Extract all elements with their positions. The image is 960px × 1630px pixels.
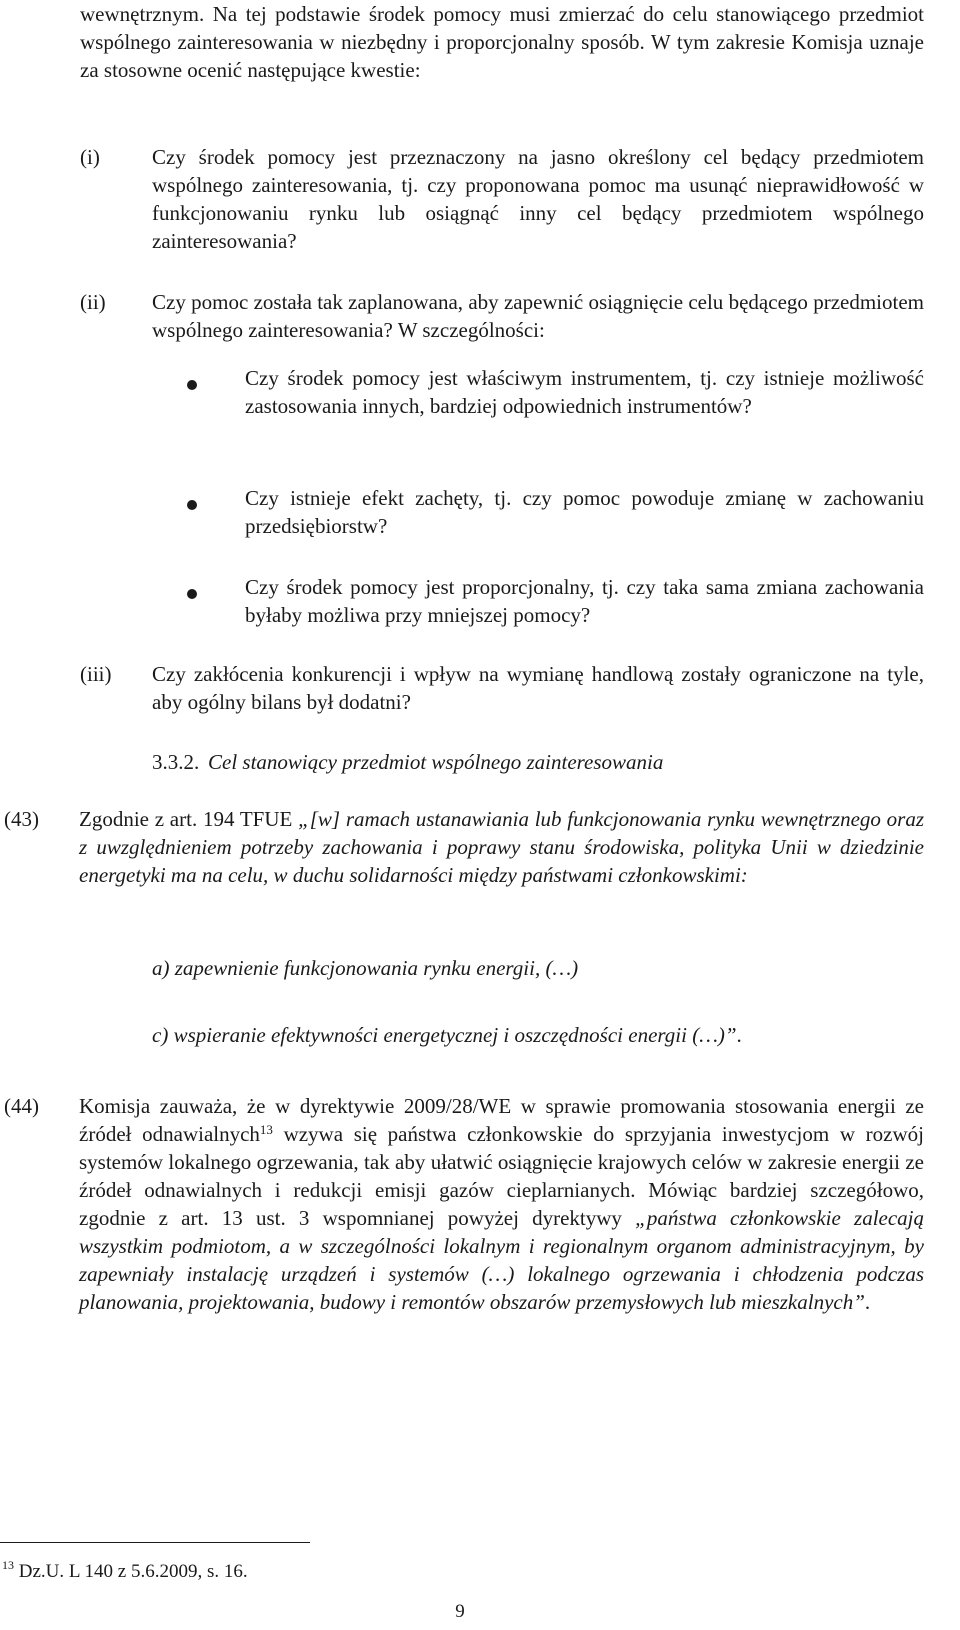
bullet-dot (187, 380, 197, 390)
bullet-dot (187, 500, 197, 510)
bullet-text-1: Czy środek pomocy jest właściwym instrumentem, tj. czy istnieje możliwość zastosowania innych, bardziej odpowiednich instrumentów? (245, 366, 924, 418)
footnote-number: 13 (2, 1558, 14, 1572)
bullet-text-3: Czy środek pomocy jest proporcjonalny, tj. czy taka sama zmiana zachowania byłaby możliwa przy mniejszej pomocy? (245, 575, 924, 627)
paragraph-43 (79, 805, 924, 889)
footnote-text: Dz.U. L 140 z 5.6.2009, s. 16. (18, 1561, 248, 1582)
section-number: 3.3.2. (152, 750, 200, 774)
section-title: Cel stanowiący przedmiot wspólnego zainteresowania (208, 750, 664, 774)
footnote (2, 1558, 248, 1586)
item-text-iii: Czy zakłócenia konkurencji i wpływ na wymianę handlową zostały ograniczone na tyle, aby ogólny bilans był dodatni? (152, 662, 924, 714)
item-label-iii: (iii) (80, 662, 112, 686)
item-text-ii: Czy pomoc została tak zaplanowana, aby zapewnić osiągnięcie celu będącego przedmiotem wspólnego zainteresowania? W szczególności: (152, 290, 924, 342)
paragraph-44 (79, 1092, 924, 1316)
item-label-i: (i) (80, 145, 100, 169)
bullet-text-2: Czy istnieje efekt zachęty, tj. czy pomoc powoduje zmianę w zachowaniu przedsiębiorstw? (245, 486, 924, 538)
footnote-separator (0, 1542, 310, 1543)
footnote-reference[interactable]: 13 (259, 1122, 273, 1137)
item-label-ii: (ii) (80, 290, 106, 314)
paragraph-number-44: (44) (4, 1094, 39, 1118)
paragraph-44-end: . (864, 1290, 871, 1314)
paragraph-44-text2: wzywa się państwa członkowskie do sprzyjania inwestycjom w rozwój systemów lokalnego ogrzewania, tak aby ułatwić osiągnięcie krajowych celów w zakresie energii ze źródeł odnawialnych i redukcji emisji gazów cieplarnianych. Mówiąc bardziej szczegółowo, zgodnie z art. 13 ust. 3 wspomnianej powyżej dyrektywy (79, 1122, 924, 1230)
paragraph-43-lead: Zgodnie z art. 194 TFUE (79, 807, 299, 831)
paragraph-44-quote: „państwa członkowskie zalecają wszystkim podmiotom, a w szczególności lokalnym i regionalnym organom administracyjnym, by zapewniały instalację urządzeń i systemów (…) lokalnego ogrzewania i chłodzenia podczas planowania, projektowania, budowy i remontów obszarów przemysłowych lub mieszkalnych” (79, 1206, 925, 1314)
quote-point-c (152, 1021, 742, 1049)
paragraph-43-quote: „[w] ramach ustanawiania lub funkcjonowania rynku wewnętrznego oraz z uwzględnieniem potrzeby zachowania i poprawy stanu środowiska, polityka Unii w dziedzinie energetyki ma na celu, w duchu solidarności między państwami członkowskimi: (79, 807, 924, 887)
paragraph-44-text1: Komisja zauważa, że w dyrektywie 2009/28/WE w sprawie promowania stosowania energii ze źródeł odnawialnych (79, 1094, 924, 1146)
item-text-i: Czy środek pomocy jest przeznaczony na jasno określony cel będący przedmiotem wspólnego zainteresowania, tj. czy proponowana pomoc ma usunąć nieprawidłowość w funkcjonowaniu rynku lub osiągnąć inny cel będący przedmiotem wspólnego zainteresowania? (152, 145, 924, 253)
bullet-dot (187, 589, 197, 599)
quote-point-c-end: . (736, 1023, 742, 1047)
quote-point-a: a) zapewnienie funkcjonowania rynku energii, (…) (152, 956, 579, 980)
quote-point-c-text: c) wspieranie efektywności energetycznej i oszczędności energii (…)” (152, 1023, 737, 1047)
intro-paragraph: wewnętrznym. Na tej podstawie środek pomocy musi zmierzać do celu stanowiącego przedmiot wspólnego zainteresowania w niezbędny i proporcjonalny sposób. W tym zakresie Komisja uznaje za stosowne ocenić następujące kwestie: (80, 2, 924, 82)
page-number: 9 (455, 1601, 465, 1622)
paragraph-number-43: (43) (4, 807, 39, 831)
